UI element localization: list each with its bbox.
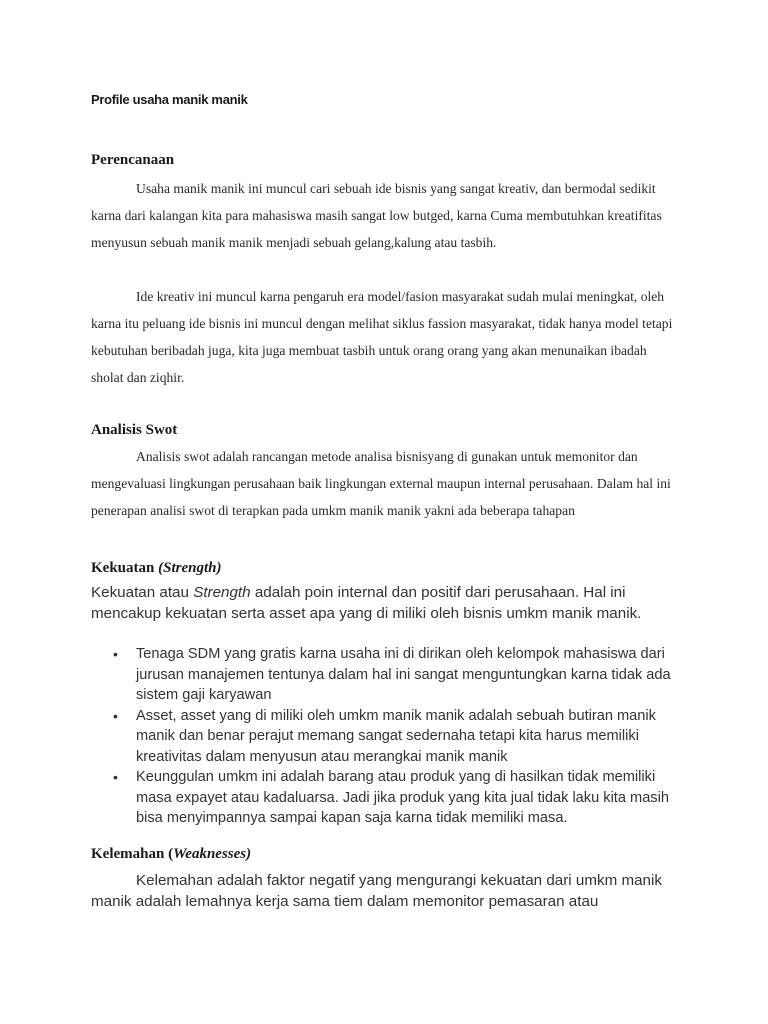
kekuatan-heading-text: Kekuatan [91,560,159,576]
analisis-swot-paragraph-text: Analisis swot adalah rancangan metode analisa bisnisyang di gunakan untuk memonitor dan mengevaluasi lingkungan perusahaan baik lingkungan external maupun internal perusahaan. Dalam hal ini penerapan analisi swot di terapkan pada umkm manik manik yakni ada beberapa tahapan [91,449,671,518]
document-title: Profile usaha manik manik [91,92,248,107]
list-item [91,706,691,768]
list-item-text: Keunggulan umkm ini adalah barang atau produk yang di hasilkan tidak memiliki masa expayet atau kadaluarsa. Jadi jika produk yang kita jual tidak laku kita masih bisa menyimpannya sampai kapan saja karna tidak memiliki masa. [136,769,669,826]
bullet-icon: • [113,646,118,662]
kelemahan-heading-italic: Weaknesses) [173,846,252,862]
kelemahan-paragraph-text: Kelemahan adalah faktor negatif yang mengurangi kekuatan dari umkm manik manik adalah lemahnya kerja sama tiem dalam memonitor pemasaran atau [91,872,662,910]
perencanaan-paragraph-1-text: Usaha manik manik ini muncul cari sebuah ide bisnis yang sangat kreativ, dan bermodal sedikit karna dari kalangan kita para mahasiswa masih sangat low butged, karna Cuma membutuhkan kreatifitas menyusun sebuah manik manik menjadi sebuah gelang,kalung atau tasbih. [91,181,662,250]
kekuatan-intro-text-1: Kekuatan atau [91,584,194,601]
perencanaan-paragraph-2-text: Ide kreativ ini muncul karna pengaruh era model/fasion masyarakat sudah mulai meningkat, oleh karna itu peluang ide bisnis ini muncul dengan melihat siklus fassion masyarakat, tidak hanya model tetapi kebutuhan beribadah juga, kita juga membuat tasbih untuk orang orang yang akan menunaikan ibadah sholat dan ziqhir. [91,289,673,385]
kekuatan-intro-italic: Strength [193,584,251,601]
bullet-icon: • [113,707,118,724]
kekuatan-bullet-list [91,644,691,829]
list-item [91,644,691,706]
kekuatan-heading [91,560,221,577]
kekuatan-intro [91,582,681,624]
kelemahan-heading-text: Kelemahan ( [91,846,174,862]
analisis-swot-paragraph [91,443,681,524]
kekuatan-heading-italic: (Strength) [158,560,222,576]
perencanaan-heading: Perencanaan [91,152,175,168]
list-item-text: Tenaga SDM yang gratis karna usaha ini di dirikan oleh kelompok mahasiswa dari jurusan manajemen tentunya dalam hal ini sangat menguntungkan karna tidak ada sistem gaji karyawan [136,646,671,703]
analisis-swot-heading: Analisis Swot [91,422,178,438]
list-item [91,767,691,829]
kelemahan-paragraph [91,870,681,912]
kelemahan-heading [91,846,251,863]
perencanaan-paragraph-1 [91,175,681,256]
perencanaan-paragraph-2 [91,283,681,391]
list-item-text: Asset, asset yang di miliki oleh umkm manik manik adalah sebuah butiran manik manik dan benar perajut memang sangat sedernaha tetapi kita harus memiliki kreativitas dalam menyusun atau merangkai manik manik [136,707,656,765]
kekuatan-intro-text-2: adalah poin internal dan positif dari perusahaan. Hal ini mencakup kekuatan serta asset apa yang di miliki oleh bisnis umkm manik manik. [91,584,642,622]
bullet-icon: • [113,769,118,785]
